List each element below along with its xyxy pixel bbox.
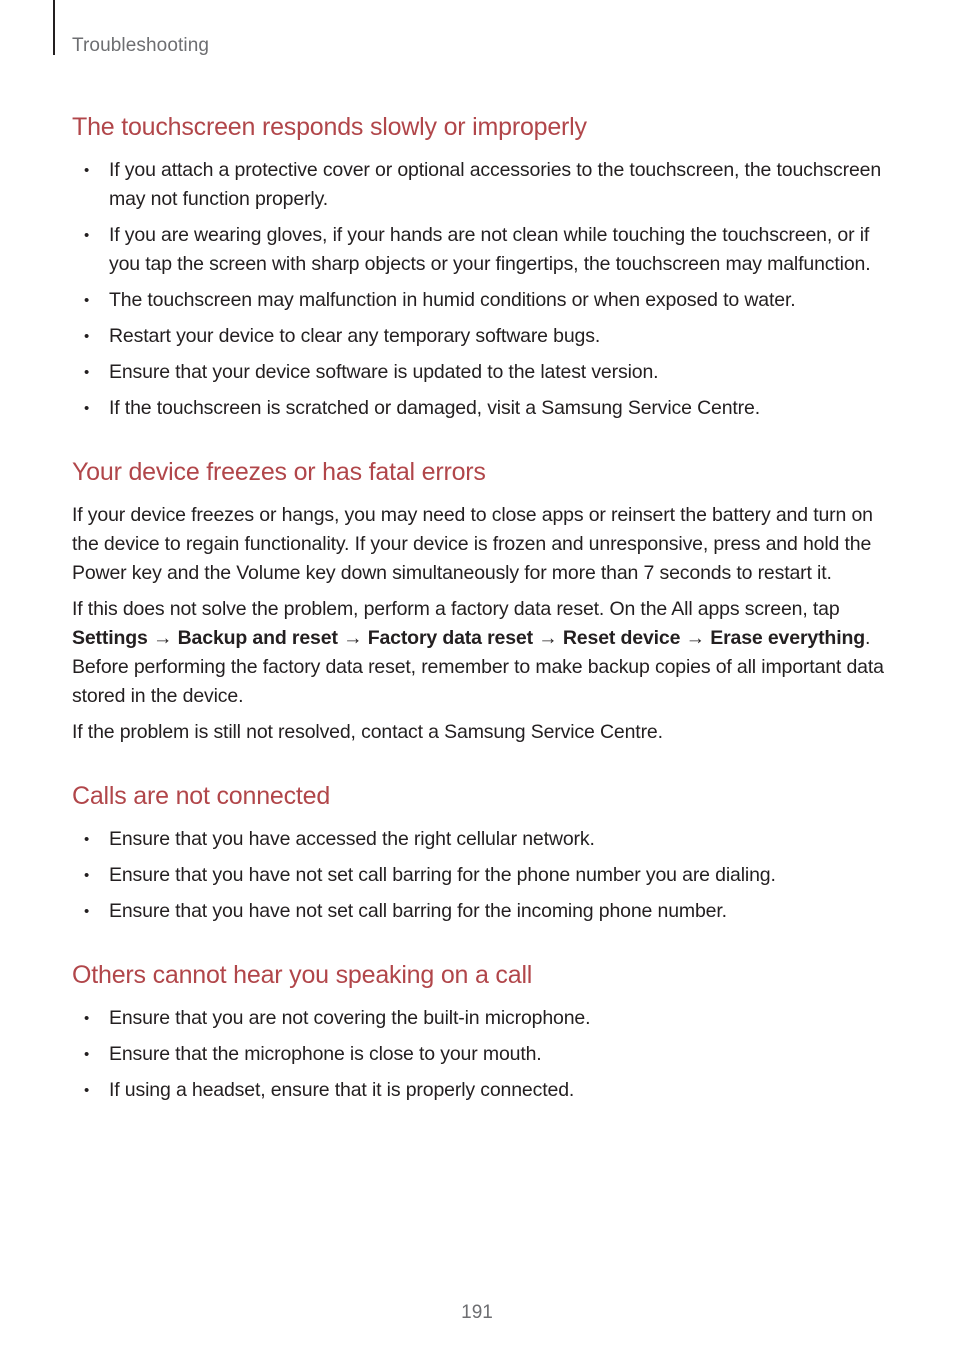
bullet-icon: •	[84, 1082, 90, 1099]
section-heading: The touchscreen responds slowly or improperly	[72, 113, 587, 141]
list-item	[72, 394, 884, 423]
bullet-list	[72, 156, 884, 423]
list-item	[72, 286, 884, 315]
bullet-icon: •	[84, 831, 90, 848]
bullet-icon: •	[84, 400, 90, 417]
list-item-text: Ensure that you have not set call barring for the incoming phone number.	[109, 900, 727, 922]
list-item-text: Ensure that you have accessed the right cellular network.	[109, 828, 595, 850]
list-item	[72, 221, 884, 279]
arrow-icon: →	[147, 627, 178, 649]
section-heading: Calls are not connected	[72, 782, 331, 810]
section-others-cannot-hear	[72, 958, 884, 1105]
bullet-icon: •	[84, 292, 90, 309]
bullet-icon: •	[84, 162, 90, 179]
list-item	[72, 825, 884, 854]
page-content	[72, 110, 884, 1112]
list-item-text: Ensure that you are not covering the built-in microphone.	[109, 1007, 591, 1029]
menu-path-backup-and-reset: Backup and reset	[177, 627, 338, 649]
bullet-list	[72, 825, 884, 926]
section-calls-not-connected	[72, 779, 884, 926]
period: .	[864, 627, 871, 649]
list-item	[72, 1040, 884, 1069]
section-heading: Others cannot hear you speaking on a call	[72, 961, 533, 989]
section-heading: Your device freezes or has fatal errors	[72, 458, 486, 486]
body-paragraph-reset-path	[72, 595, 884, 711]
menu-path-erase-everything: Erase everything	[710, 627, 865, 649]
list-item	[72, 1004, 884, 1033]
list-item	[72, 861, 884, 890]
bullet-list	[72, 1004, 884, 1105]
arrow-icon: →	[337, 627, 368, 649]
list-item-text: Restart your device to clear any temporary software bugs.	[109, 325, 601, 347]
list-item	[72, 358, 884, 387]
header-section-label: Troubleshooting	[72, 35, 210, 56]
list-item-text: The touchscreen may malfunction in humid conditions or when exposed to water.	[109, 289, 796, 311]
list-item-text: Ensure that the microphone is close to your mouth.	[109, 1043, 542, 1065]
list-item	[72, 897, 884, 926]
bullet-icon: •	[84, 1046, 90, 1063]
list-item	[72, 1076, 884, 1105]
list-item-text: If you attach a protective cover or optional accessories to the touchscreen, the touchscreen may not function properly.	[109, 159, 882, 210]
arrow-icon: →	[680, 627, 711, 649]
list-item-text: If you are wearing gloves, if your hands are not clean while touching the touchscreen, or if you tap the screen with sharp objects or your fingertips, the touchscreen may malfunction.	[109, 224, 871, 275]
section-touchscreen	[72, 110, 884, 423]
bullet-icon: •	[84, 227, 90, 244]
page-number: 191	[461, 1302, 493, 1323]
list-item-text: If the touchscreen is scratched or damaged, visit a Samsung Service Centre.	[109, 397, 760, 419]
bullet-icon: •	[84, 903, 90, 920]
paragraph-after: Before performing the factory data reset, remember to make backup copies of all important data stored in the device.	[72, 656, 884, 707]
list-item-text: Ensure that your device software is updated to the latest version.	[109, 361, 659, 383]
list-item	[72, 156, 884, 214]
bullet-icon: •	[84, 1010, 90, 1027]
bullet-icon: •	[84, 867, 90, 884]
header-rule	[53, 0, 55, 55]
body-paragraph: If your device freezes or hangs, you may need to close apps or reinsert the battery and turn on the device to regain functionality. If your device is frozen and unresponsive, press and hold the Power key and the Volume key down simultaneously for more than 7 seconds to restart it.	[72, 504, 873, 584]
menu-path-settings: Settings	[72, 627, 148, 649]
paragraph-intro: If this does not solve the problem, perform a factory data reset. On the All apps screen, tap	[72, 598, 840, 620]
body-paragraph: If the problem is still not resolved, contact a Samsung Service Centre.	[72, 721, 663, 743]
section-freezes	[72, 455, 884, 747]
bullet-icon: •	[84, 364, 90, 381]
bullet-icon: •	[84, 328, 90, 345]
list-item-text: If using a headset, ensure that it is properly connected.	[109, 1079, 575, 1101]
arrow-icon: →	[532, 627, 563, 649]
menu-path-factory-data-reset: Factory data reset	[367, 627, 533, 649]
list-item-text: Ensure that you have not set call barring for the phone number you are dialing.	[109, 864, 776, 886]
list-item	[72, 322, 884, 351]
menu-path-reset-device: Reset device	[562, 627, 681, 649]
